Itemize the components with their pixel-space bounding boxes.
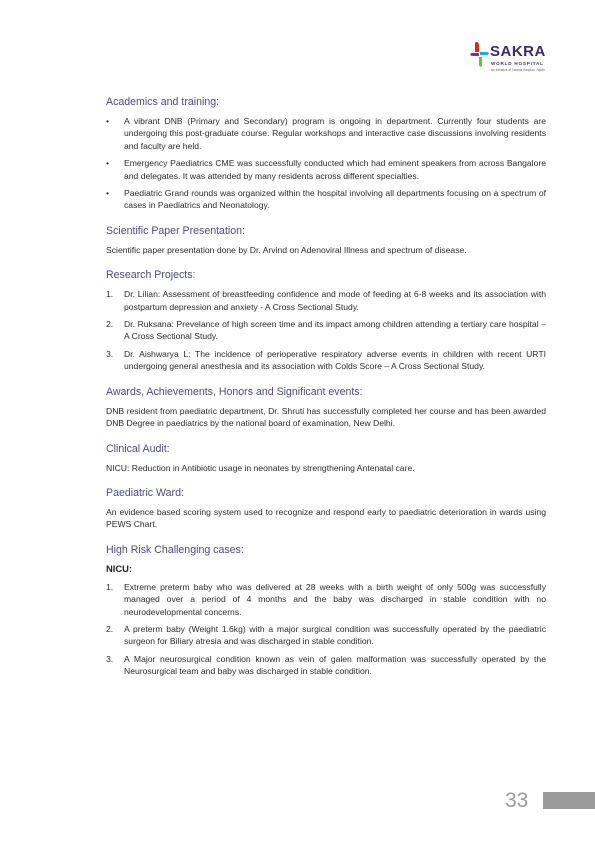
logo-tagline: An Initiative of Takeda Hospital, Japan: [491, 68, 545, 72]
bullet-icon: •: [106, 188, 110, 199]
heading-academics: Academics and training:: [106, 96, 220, 108]
highrisk-list: [106, 581, 546, 678]
heading-ward: Paediatric Ward:: [106, 486, 184, 499]
list-item: • Emergency Paediatrics CME was successfully conducted which had eminent speakers from across Bangalore and delegates. It was attended by many residents across different specialties.: [106, 158, 546, 181]
logo-subtitle: WORLD HOSPITAL: [491, 61, 544, 66]
research-list: [106, 288, 546, 372]
list-item: 1. Extreme preterm baby who was delivered at 28 weeks with a birth weight of only 500g was successfully managed over a period of 4 months and the baby was discharged in stable condition with no neurodevelopmental concerns.: [106, 581, 546, 617]
paper-text: Scientific paper presentation done by Dr. Arvind on Adenoviral Illness and spectrum of disease.: [106, 244, 467, 255]
page-number-bar: [543, 792, 595, 809]
list-item: • A vibrant DNB (Primary and Secondary) program is ongoing in department. Currently four students are undergoing this post-graduate course. Regular workshops and interactive case discussions involving residents and faculty are held.: [106, 116, 546, 151]
list-item: 2. A preterm baby (Weight 1.6kg) with a major surgical condition was successfully operated by the paediatric surgeon for Biliary atresia and was discharged in stable condition.: [106, 623, 546, 647]
section-academics: [106, 96, 546, 212]
list-item: • Paediatric Grand rounds was organized within the hospital involving all departments focusing on a spectrum of cases in Paediatrics and Neonatology.: [106, 188, 546, 211]
ward-text: An evidence based scoring system used to recognize and respond early to paediatric deterioration in wards using PEWS Chart.: [106, 506, 546, 530]
section-research: [106, 269, 546, 372]
heading-research: Research Projects:: [106, 269, 196, 282]
section-audit: [106, 443, 546, 474]
list-item: 3. A Major neurosurgical condition known as vein of galen malformation was successfully operated by the Neurosurgical team and baby was discharged in stable condition.: [106, 653, 546, 677]
heading-awards: Awards, Achievements, Honors and Significant events:: [106, 385, 363, 398]
bullet-icon: •: [106, 116, 110, 126]
section-highrisk: [106, 544, 546, 678]
heading-highrisk: High Risk Challenging cases:: [106, 543, 244, 556]
logo-wordmark: SAKRA: [490, 43, 546, 60]
awards-text: DNB resident from paediatric department, Dr. Shruti has successfully completed her course and has been awarded DNB Degree in paediatrics by the national board of examination, New Delhi.: [106, 405, 546, 429]
subheading-nicu: NICU:: [106, 562, 133, 574]
heading-audit: Clinical Audit:: [106, 442, 170, 455]
page-content: [106, 96, 546, 691]
list-item: 1. Dr. Lilian: Assessment of breastfeeding confidence and mode of feeding at 6-8 weeks and its association with postpartum depression and anxiety - A Cross Sectional Study.: [106, 289, 546, 312]
list-item: 3. Dr. Aishwarya L: The incidence of perioperative respiratory adverse events in children with recent URTI undergoing general anesthesia and its association with Colds Score – A Cross Sectional Study.: [106, 348, 546, 372]
page-number: 33: [505, 789, 529, 812]
sakra-logo: [470, 40, 570, 78]
sakra-cross-icon: [470, 40, 492, 70]
academics-list: [106, 115, 546, 212]
bullet-icon: •: [106, 158, 110, 169]
list-item: 2. Dr. Ruksana: Prevelance of high screen time and its impact among children attending a tertiary care hospital – A Cross Sectional Study.: [106, 319, 546, 342]
audit-text: NICU: Reduction in Antibiotic usage in neonates by strengthening Antenatal care.: [106, 462, 415, 473]
section-awards: [106, 386, 546, 430]
section-paper: [106, 225, 546, 256]
section-ward: [106, 487, 546, 531]
heading-paper: Scientific Paper Presentation:: [106, 224, 245, 237]
